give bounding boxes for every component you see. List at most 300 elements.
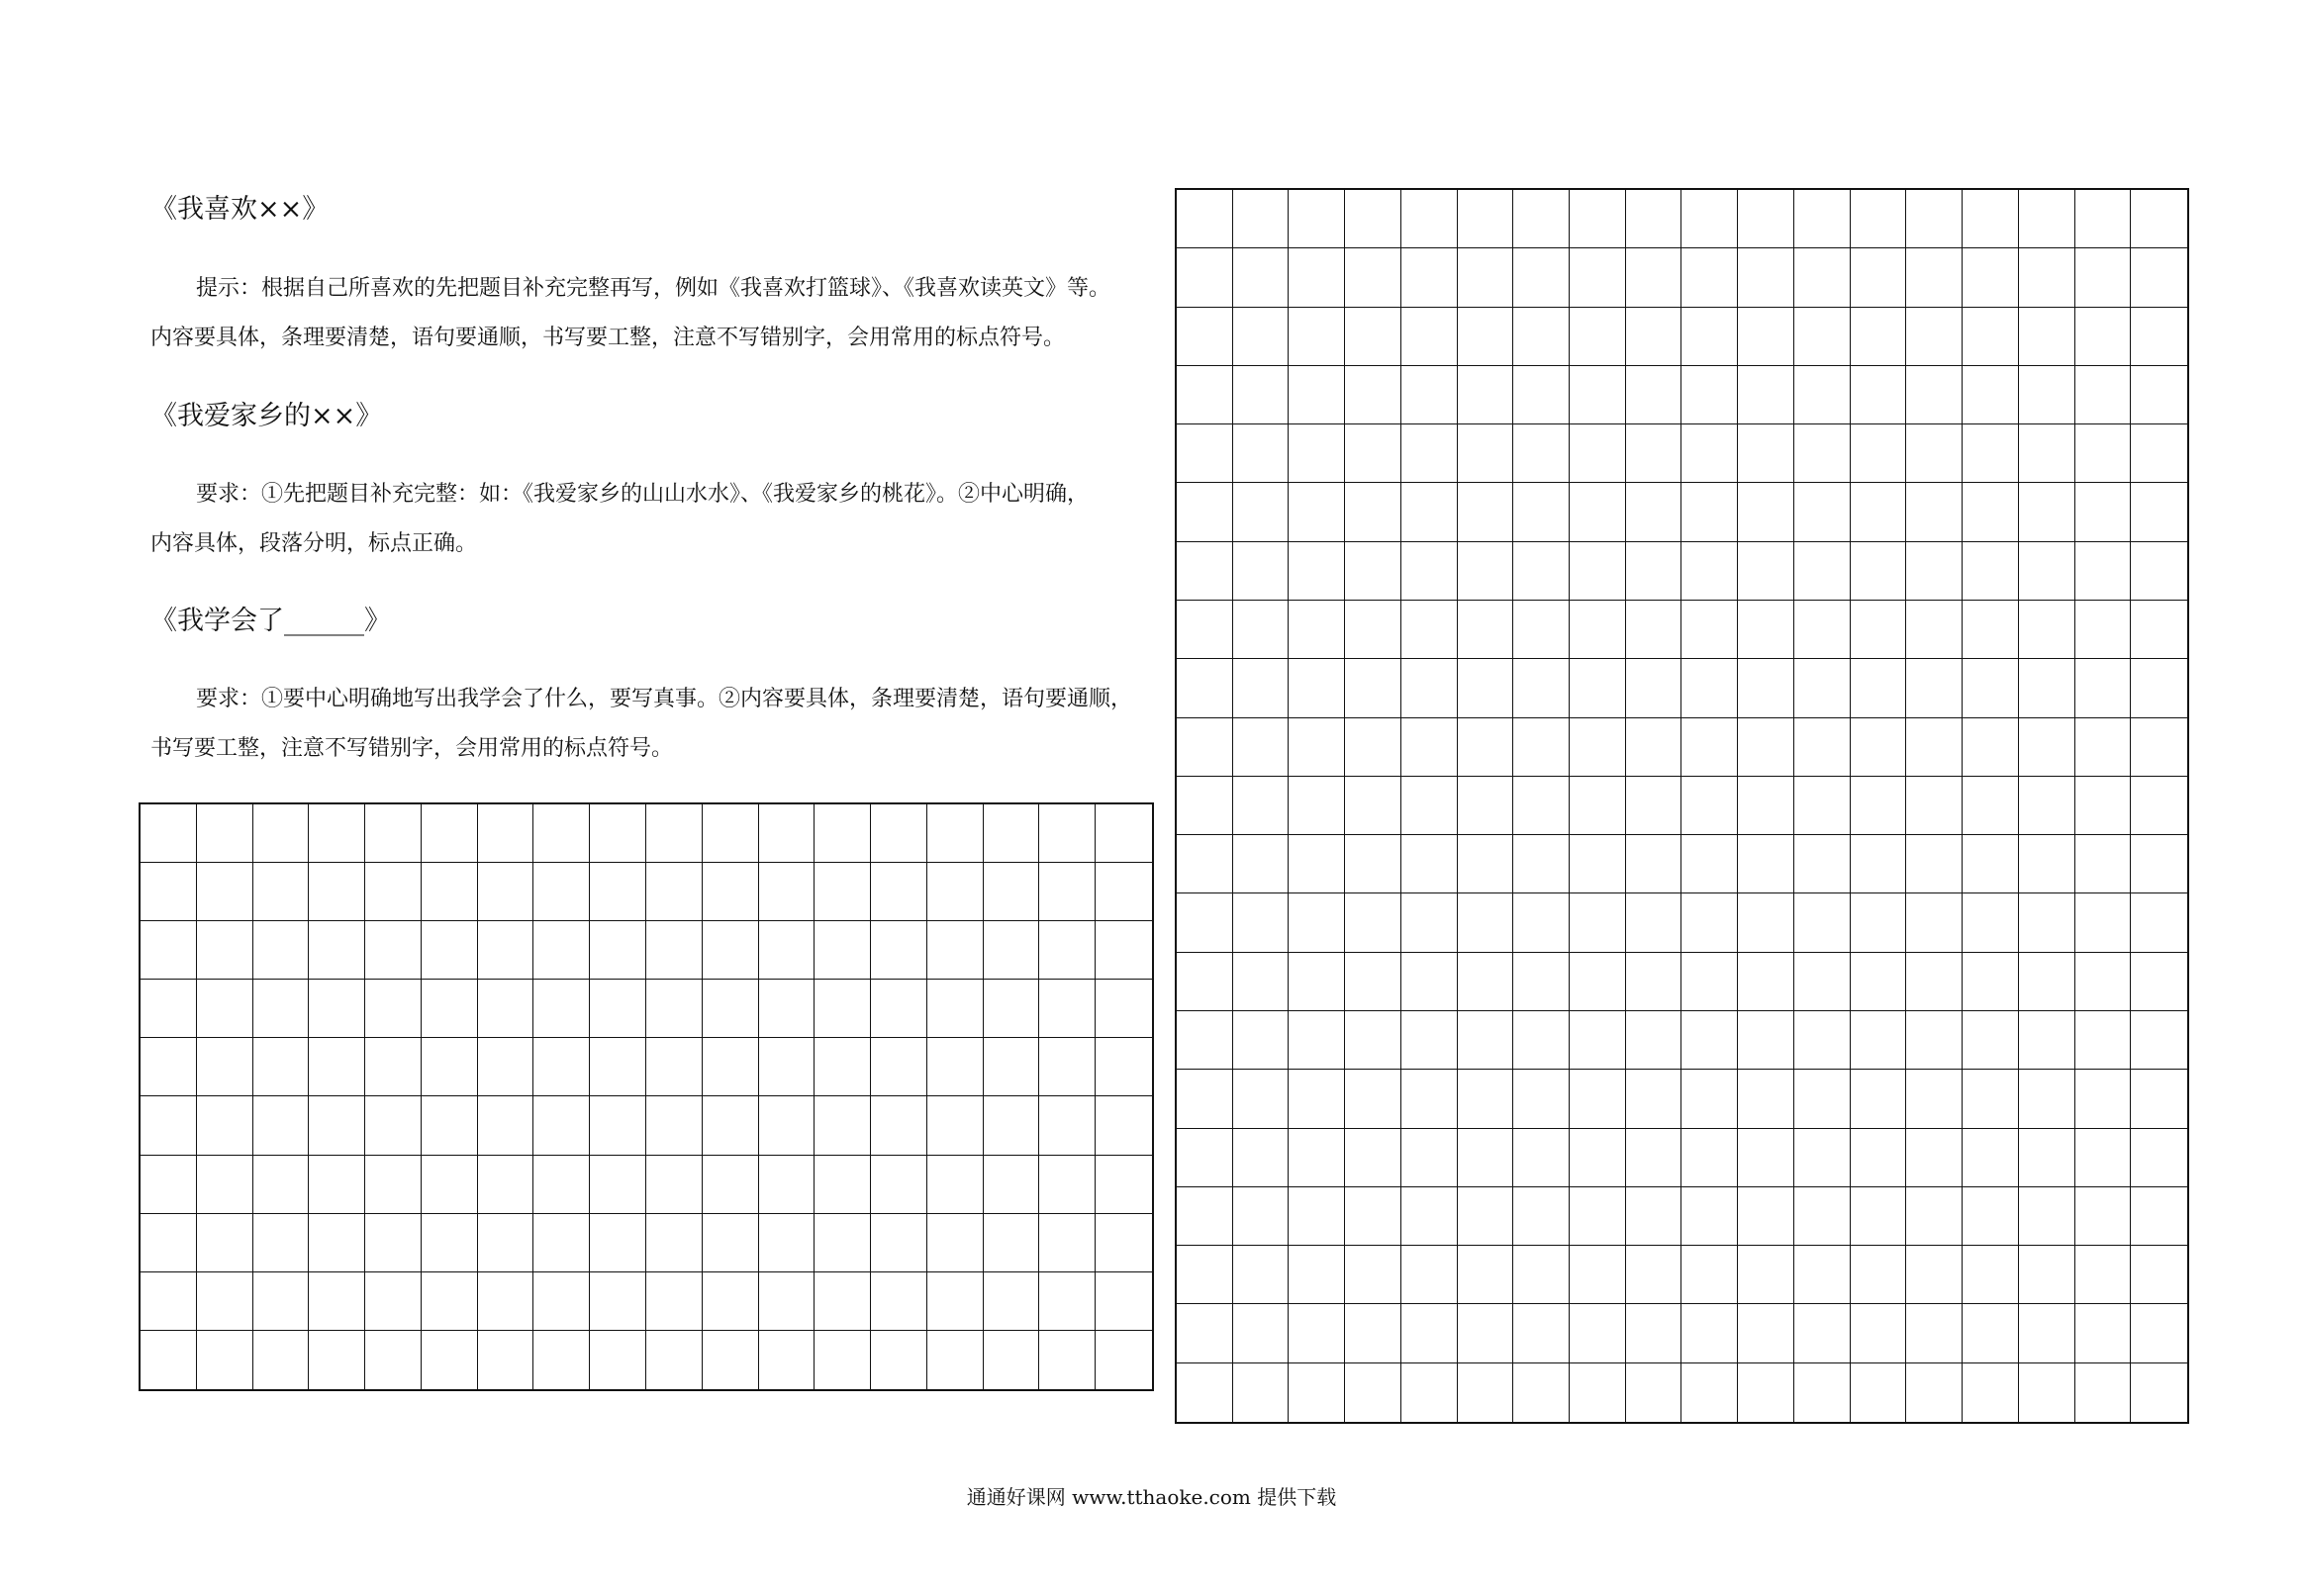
- grid-cell[interactable]: [1177, 424, 1233, 483]
- grid-cell[interactable]: [1233, 718, 1290, 777]
- grid-cell[interactable]: [1738, 1129, 1794, 1187]
- grid-cell[interactable]: [1626, 835, 1682, 893]
- grid-cell[interactable]: [1177, 953, 1233, 1011]
- grid-cell[interactable]: [759, 1038, 816, 1096]
- grid-cell[interactable]: [1401, 424, 1458, 483]
- grid-cell[interactable]: [1681, 1304, 1738, 1362]
- grid-cell[interactable]: [1681, 248, 1738, 307]
- grid-cell[interactable]: [2131, 308, 2187, 366]
- grid-cell[interactable]: [141, 921, 197, 980]
- grid-cell[interactable]: [984, 1096, 1040, 1155]
- grid-cell[interactable]: [478, 1038, 534, 1096]
- grid-cell[interactable]: [1738, 1246, 1794, 1304]
- grid-cell[interactable]: [422, 804, 478, 863]
- grid-cell[interactable]: [927, 1331, 984, 1389]
- grid-cell[interactable]: [927, 804, 984, 863]
- grid-cell[interactable]: [1906, 1011, 1963, 1070]
- grid-cell[interactable]: [197, 1156, 253, 1214]
- grid-cell[interactable]: [2075, 424, 2132, 483]
- grid-cell[interactable]: [2131, 718, 2187, 777]
- grid-cell[interactable]: [1401, 601, 1458, 659]
- grid-cell[interactable]: [1738, 483, 1794, 541]
- grid-cell[interactable]: [871, 1214, 927, 1272]
- grid-cell[interactable]: [1626, 601, 1682, 659]
- grid-cell[interactable]: [1039, 1331, 1096, 1389]
- grid-cell[interactable]: [1458, 1246, 1514, 1304]
- grid-cell[interactable]: [309, 1331, 365, 1389]
- grid-cell[interactable]: [1738, 953, 1794, 1011]
- grid-cell[interactable]: [1458, 1304, 1514, 1362]
- grid-cell[interactable]: [1345, 1129, 1401, 1187]
- grid-cell[interactable]: [1570, 601, 1626, 659]
- grid-cell[interactable]: [1570, 1011, 1626, 1070]
- grid-cell[interactable]: [253, 921, 310, 980]
- grid-cell[interactable]: [365, 921, 422, 980]
- grid-cell[interactable]: [1963, 601, 2019, 659]
- grid-cell[interactable]: [646, 804, 703, 863]
- grid-cell[interactable]: [1233, 308, 1290, 366]
- grid-cell[interactable]: [1096, 1038, 1152, 1096]
- grid-cell[interactable]: [1458, 601, 1514, 659]
- grid-cell[interactable]: [1906, 718, 1963, 777]
- grid-cell[interactable]: [1513, 366, 1570, 424]
- grid-cell[interactable]: [1513, 777, 1570, 835]
- grid-cell[interactable]: [1458, 190, 1514, 248]
- grid-cell[interactable]: [1851, 190, 1907, 248]
- grid-cell[interactable]: [1851, 483, 1907, 541]
- grid-cell[interactable]: [984, 804, 1040, 863]
- grid-cell[interactable]: [1794, 777, 1851, 835]
- grid-cell[interactable]: [1513, 1246, 1570, 1304]
- grid-cell[interactable]: [422, 1096, 478, 1155]
- grid-cell[interactable]: [1513, 1129, 1570, 1187]
- grid-cell[interactable]: [2019, 601, 2075, 659]
- grid-cell[interactable]: [1401, 953, 1458, 1011]
- grid-cell[interactable]: [1906, 1129, 1963, 1187]
- grid-cell[interactable]: [1963, 718, 2019, 777]
- grid-cell[interactable]: [1738, 366, 1794, 424]
- grid-cell[interactable]: [253, 804, 310, 863]
- grid-cell[interactable]: [1738, 424, 1794, 483]
- grid-cell[interactable]: [533, 1096, 590, 1155]
- grid-cell[interactable]: [703, 804, 759, 863]
- grid-cell[interactable]: [1570, 777, 1626, 835]
- grid-cell[interactable]: [1039, 1096, 1096, 1155]
- grid-cell[interactable]: [1289, 248, 1345, 307]
- grid-cell[interactable]: [1096, 1272, 1152, 1331]
- grid-cell[interactable]: [478, 1096, 534, 1155]
- grid-cell[interactable]: [1177, 659, 1233, 717]
- grid-cell[interactable]: [703, 921, 759, 980]
- grid-cell[interactable]: [1233, 1011, 1290, 1070]
- grid-cell[interactable]: [1513, 424, 1570, 483]
- grid-cell[interactable]: [646, 1156, 703, 1214]
- grid-cell[interactable]: [2075, 1363, 2132, 1422]
- grid-cell[interactable]: [2019, 1011, 2075, 1070]
- grid-cell[interactable]: [1289, 308, 1345, 366]
- grid-cell[interactable]: [1963, 424, 2019, 483]
- grid-cell[interactable]: [590, 1096, 646, 1155]
- grid-cell[interactable]: [1851, 953, 1907, 1011]
- grid-cell[interactable]: [815, 1214, 871, 1272]
- grid-cell[interactable]: [1851, 1070, 1907, 1128]
- grid-cell[interactable]: [2075, 835, 2132, 893]
- grid-cell[interactable]: [590, 1214, 646, 1272]
- grid-cell[interactable]: [1570, 893, 1626, 952]
- grid-cell[interactable]: [1177, 1304, 1233, 1362]
- grid-cell[interactable]: [309, 980, 365, 1038]
- grid-cell[interactable]: [1906, 483, 1963, 541]
- grid-cell[interactable]: [1458, 777, 1514, 835]
- grid-cell[interactable]: [2075, 366, 2132, 424]
- grid-cell[interactable]: [815, 804, 871, 863]
- grid-cell[interactable]: [1177, 1187, 1233, 1246]
- grid-cell[interactable]: [1906, 1187, 1963, 1246]
- grid-cell[interactable]: [2075, 893, 2132, 952]
- grid-cell[interactable]: [141, 1214, 197, 1272]
- grid-cell[interactable]: [1458, 366, 1514, 424]
- grid-cell[interactable]: [1096, 1331, 1152, 1389]
- grid-cell[interactable]: [1851, 601, 1907, 659]
- grid-cell[interactable]: [1963, 190, 2019, 248]
- grid-cell[interactable]: [1233, 424, 1290, 483]
- grid-cell[interactable]: [1794, 1129, 1851, 1187]
- grid-cell[interactable]: [927, 980, 984, 1038]
- grid-cell[interactable]: [2131, 893, 2187, 952]
- grid-cell[interactable]: [1906, 366, 1963, 424]
- grid-cell[interactable]: [1626, 248, 1682, 307]
- grid-cell[interactable]: [871, 1038, 927, 1096]
- grid-cell[interactable]: [759, 1272, 816, 1331]
- grid-cell[interactable]: [1570, 659, 1626, 717]
- grid-cell[interactable]: [703, 1331, 759, 1389]
- grid-cell[interactable]: [703, 980, 759, 1038]
- grid-cell[interactable]: [1233, 1363, 1290, 1422]
- grid-cell[interactable]: [1401, 248, 1458, 307]
- grid-cell[interactable]: [1851, 424, 1907, 483]
- grid-cell[interactable]: [1177, 1011, 1233, 1070]
- grid-cell[interactable]: [1681, 1129, 1738, 1187]
- grid-cell[interactable]: [1345, 601, 1401, 659]
- grid-cell[interactable]: [1851, 1187, 1907, 1246]
- grid-cell[interactable]: [422, 921, 478, 980]
- grid-cell[interactable]: [1794, 483, 1851, 541]
- grid-cell[interactable]: [1963, 1187, 2019, 1246]
- grid-cell[interactable]: [927, 1096, 984, 1155]
- grid-cell[interactable]: [1851, 777, 1907, 835]
- grid-cell[interactable]: [365, 863, 422, 921]
- grid-cell[interactable]: [1963, 483, 2019, 541]
- grid-cell[interactable]: [2075, 483, 2132, 541]
- grid-cell[interactable]: [1851, 1304, 1907, 1362]
- grid-cell[interactable]: [1794, 1187, 1851, 1246]
- grid-cell[interactable]: [815, 1096, 871, 1155]
- grid-cell[interactable]: [2131, 366, 2187, 424]
- grid-cell[interactable]: [1626, 1011, 1682, 1070]
- grid-cell[interactable]: [1289, 1070, 1345, 1128]
- grid-cell[interactable]: [1794, 659, 1851, 717]
- grid-cell[interactable]: [1681, 542, 1738, 601]
- grid-cell[interactable]: [646, 863, 703, 921]
- grid-cell[interactable]: [871, 1156, 927, 1214]
- grid-cell[interactable]: [1738, 1363, 1794, 1422]
- grid-cell[interactable]: [1626, 1070, 1682, 1128]
- grid-cell[interactable]: [1963, 1011, 2019, 1070]
- grid-cell[interactable]: [1570, 835, 1626, 893]
- grid-cell[interactable]: [1345, 659, 1401, 717]
- grid-cell[interactable]: [1626, 190, 1682, 248]
- grid-cell[interactable]: [1096, 1214, 1152, 1272]
- grid-cell[interactable]: [253, 1156, 310, 1214]
- grid-cell[interactable]: [1681, 601, 1738, 659]
- grid-cell[interactable]: [1177, 1246, 1233, 1304]
- grid-cell[interactable]: [590, 863, 646, 921]
- grid-cell[interactable]: [478, 1331, 534, 1389]
- grid-cell[interactable]: [815, 1156, 871, 1214]
- grid-cell[interactable]: [1233, 893, 1290, 952]
- grid-cell[interactable]: [1289, 953, 1345, 1011]
- grid-cell[interactable]: [197, 1038, 253, 1096]
- grid-cell[interactable]: [1401, 542, 1458, 601]
- grid-cell[interactable]: [1401, 366, 1458, 424]
- grid-cell[interactable]: [309, 804, 365, 863]
- grid-cell[interactable]: [1963, 308, 2019, 366]
- grid-cell[interactable]: [1458, 1070, 1514, 1128]
- grid-cell[interactable]: [1289, 483, 1345, 541]
- grid-cell[interactable]: [646, 1038, 703, 1096]
- grid-cell[interactable]: [1513, 190, 1570, 248]
- grid-cell[interactable]: [309, 1038, 365, 1096]
- grid-cell[interactable]: [2131, 835, 2187, 893]
- grid-cell[interactable]: [1794, 1246, 1851, 1304]
- grid-cell[interactable]: [1906, 659, 1963, 717]
- grid-cell[interactable]: [1401, 1070, 1458, 1128]
- grid-cell[interactable]: [1963, 1129, 2019, 1187]
- grid-cell[interactable]: [1345, 718, 1401, 777]
- grid-cell[interactable]: [703, 1038, 759, 1096]
- grid-cell[interactable]: [759, 921, 816, 980]
- grid-cell[interactable]: [1458, 1129, 1514, 1187]
- grid-cell[interactable]: [1851, 718, 1907, 777]
- grid-cell[interactable]: [1039, 1272, 1096, 1331]
- grid-cell[interactable]: [927, 1214, 984, 1272]
- grid-cell[interactable]: [1570, 1363, 1626, 1422]
- grid-cell[interactable]: [1570, 424, 1626, 483]
- grid-cell[interactable]: [1794, 1304, 1851, 1362]
- grid-cell[interactable]: [815, 921, 871, 980]
- grid-cell[interactable]: [2019, 483, 2075, 541]
- grid-cell[interactable]: [1906, 424, 1963, 483]
- grid-cell[interactable]: [2019, 1363, 2075, 1422]
- grid-cell[interactable]: [1039, 1038, 1096, 1096]
- grid-cell[interactable]: [365, 1214, 422, 1272]
- grid-cell[interactable]: [1345, 777, 1401, 835]
- grid-cell[interactable]: [2019, 366, 2075, 424]
- grid-cell[interactable]: [309, 921, 365, 980]
- grid-cell[interactable]: [1794, 893, 1851, 952]
- grid-cell[interactable]: [1401, 893, 1458, 952]
- grid-cell[interactable]: [2131, 424, 2187, 483]
- grid-cell[interactable]: [927, 1038, 984, 1096]
- grid-cell[interactable]: [1963, 1304, 2019, 1362]
- grid-cell[interactable]: [2131, 1246, 2187, 1304]
- grid-cell[interactable]: [1513, 1363, 1570, 1422]
- grid-cell[interactable]: [141, 804, 197, 863]
- grid-cell[interactable]: [1233, 835, 1290, 893]
- grid-cell[interactable]: [1233, 953, 1290, 1011]
- grid-cell[interactable]: [1681, 366, 1738, 424]
- grid-cell[interactable]: [590, 1331, 646, 1389]
- grid-cell[interactable]: [1626, 659, 1682, 717]
- grid-cell[interactable]: [1570, 366, 1626, 424]
- grid-cell[interactable]: [2019, 835, 2075, 893]
- grid-cell[interactable]: [1963, 777, 2019, 835]
- grid-cell[interactable]: [197, 1272, 253, 1331]
- grid-cell[interactable]: [533, 1214, 590, 1272]
- grid-cell[interactable]: [1906, 308, 1963, 366]
- grid-cell[interactable]: [984, 1156, 1040, 1214]
- grid-cell[interactable]: [1401, 718, 1458, 777]
- grid-cell[interactable]: [422, 1331, 478, 1389]
- grid-cell[interactable]: [1039, 921, 1096, 980]
- grid-cell[interactable]: [1794, 366, 1851, 424]
- grid-cell[interactable]: [533, 1272, 590, 1331]
- grid-cell[interactable]: [253, 1272, 310, 1331]
- grid-cell[interactable]: [1401, 1129, 1458, 1187]
- grid-cell[interactable]: [1738, 1304, 1794, 1362]
- grid-cell[interactable]: [1626, 308, 1682, 366]
- grid-cell[interactable]: [422, 863, 478, 921]
- grid-cell[interactable]: [253, 1331, 310, 1389]
- grid-cell[interactable]: [141, 1331, 197, 1389]
- grid-cell[interactable]: [365, 1096, 422, 1155]
- grid-cell[interactable]: [1458, 1363, 1514, 1422]
- grid-cell[interactable]: [197, 1331, 253, 1389]
- grid-cell[interactable]: [590, 921, 646, 980]
- grid-cell[interactable]: [1458, 542, 1514, 601]
- grid-cell[interactable]: [1289, 366, 1345, 424]
- grid-cell[interactable]: [1738, 835, 1794, 893]
- grid-cell[interactable]: [2019, 190, 2075, 248]
- grid-cell[interactable]: [422, 1272, 478, 1331]
- grid-cell[interactable]: [871, 804, 927, 863]
- grid-cell[interactable]: [1851, 1246, 1907, 1304]
- grid-cell[interactable]: [1177, 248, 1233, 307]
- grid-cell[interactable]: [1401, 1187, 1458, 1246]
- grid-cell[interactable]: [1401, 1246, 1458, 1304]
- grid-cell[interactable]: [1851, 1363, 1907, 1422]
- grid-cell[interactable]: [759, 980, 816, 1038]
- grid-cell[interactable]: [1401, 1363, 1458, 1422]
- grid-cell[interactable]: [815, 1038, 871, 1096]
- grid-cell[interactable]: [2075, 308, 2132, 366]
- grid-cell[interactable]: [2019, 1246, 2075, 1304]
- grid-cell[interactable]: [478, 921, 534, 980]
- grid-cell[interactable]: [1177, 1129, 1233, 1187]
- grid-cell[interactable]: [533, 1156, 590, 1214]
- grid-cell[interactable]: [871, 980, 927, 1038]
- grid-cell[interactable]: [1570, 308, 1626, 366]
- grid-cell[interactable]: [1963, 248, 2019, 307]
- grid-cell[interactable]: [1681, 424, 1738, 483]
- grid-cell[interactable]: [1289, 1363, 1345, 1422]
- grid-cell[interactable]: [1177, 542, 1233, 601]
- grid-cell[interactable]: [1681, 777, 1738, 835]
- grid-cell[interactable]: [1177, 483, 1233, 541]
- grid-cell[interactable]: [1906, 953, 1963, 1011]
- grid-cell[interactable]: [1570, 1246, 1626, 1304]
- grid-cell[interactable]: [1233, 483, 1290, 541]
- grid-cell[interactable]: [1681, 953, 1738, 1011]
- grid-cell[interactable]: [2019, 893, 2075, 952]
- grid-cell[interactable]: [1906, 1246, 1963, 1304]
- grid-cell[interactable]: [1345, 1246, 1401, 1304]
- grid-cell[interactable]: [646, 1096, 703, 1155]
- grid-cell[interactable]: [984, 1331, 1040, 1389]
- grid-cell[interactable]: [1794, 1011, 1851, 1070]
- grid-cell[interactable]: [1458, 659, 1514, 717]
- grid-cell[interactable]: [1039, 1156, 1096, 1214]
- grid-cell[interactable]: [1906, 777, 1963, 835]
- grid-cell[interactable]: [1570, 1304, 1626, 1362]
- grid-cell[interactable]: [422, 1156, 478, 1214]
- grid-cell[interactable]: [2019, 777, 2075, 835]
- grid-cell[interactable]: [1738, 777, 1794, 835]
- grid-cell[interactable]: [141, 863, 197, 921]
- grid-cell[interactable]: [253, 1038, 310, 1096]
- grid-cell[interactable]: [1626, 1187, 1682, 1246]
- grid-cell[interactable]: [1096, 980, 1152, 1038]
- grid-cell[interactable]: [590, 804, 646, 863]
- grid-cell[interactable]: [197, 1214, 253, 1272]
- grid-cell[interactable]: [759, 1096, 816, 1155]
- grid-cell[interactable]: [815, 863, 871, 921]
- grid-cell[interactable]: [1401, 659, 1458, 717]
- grid-cell[interactable]: [365, 1156, 422, 1214]
- grid-cell[interactable]: [1177, 835, 1233, 893]
- grid-cell[interactable]: [1794, 601, 1851, 659]
- grid-cell[interactable]: [1289, 718, 1345, 777]
- grid-cell[interactable]: [2019, 308, 2075, 366]
- grid-cell[interactable]: [1794, 835, 1851, 893]
- grid-cell[interactable]: [1851, 248, 1907, 307]
- grid-cell[interactable]: [1738, 308, 1794, 366]
- grid-cell[interactable]: [1570, 718, 1626, 777]
- grid-cell[interactable]: [1570, 1129, 1626, 1187]
- grid-cell[interactable]: [1906, 248, 1963, 307]
- grid-cell[interactable]: [1345, 835, 1401, 893]
- grid-cell[interactable]: [1738, 893, 1794, 952]
- grid-cell[interactable]: [927, 1156, 984, 1214]
- grid-cell[interactable]: [2131, 483, 2187, 541]
- grid-cell[interactable]: [1794, 542, 1851, 601]
- grid-cell[interactable]: [1401, 777, 1458, 835]
- grid-cell[interactable]: [1851, 308, 1907, 366]
- grid-cell[interactable]: [759, 804, 816, 863]
- grid-cell[interactable]: [365, 1331, 422, 1389]
- grid-cell[interactable]: [1233, 1246, 1290, 1304]
- grid-cell[interactable]: [1681, 659, 1738, 717]
- grid-cell[interactable]: [253, 1096, 310, 1155]
- grid-cell[interactable]: [1794, 424, 1851, 483]
- grid-cell[interactable]: [1681, 1246, 1738, 1304]
- grid-cell[interactable]: [197, 863, 253, 921]
- grid-cell[interactable]: [1626, 718, 1682, 777]
- grid-cell[interactable]: [1513, 1187, 1570, 1246]
- grid-cell[interactable]: [1177, 777, 1233, 835]
- grid-cell[interactable]: [1345, 953, 1401, 1011]
- grid-cell[interactable]: [927, 863, 984, 921]
